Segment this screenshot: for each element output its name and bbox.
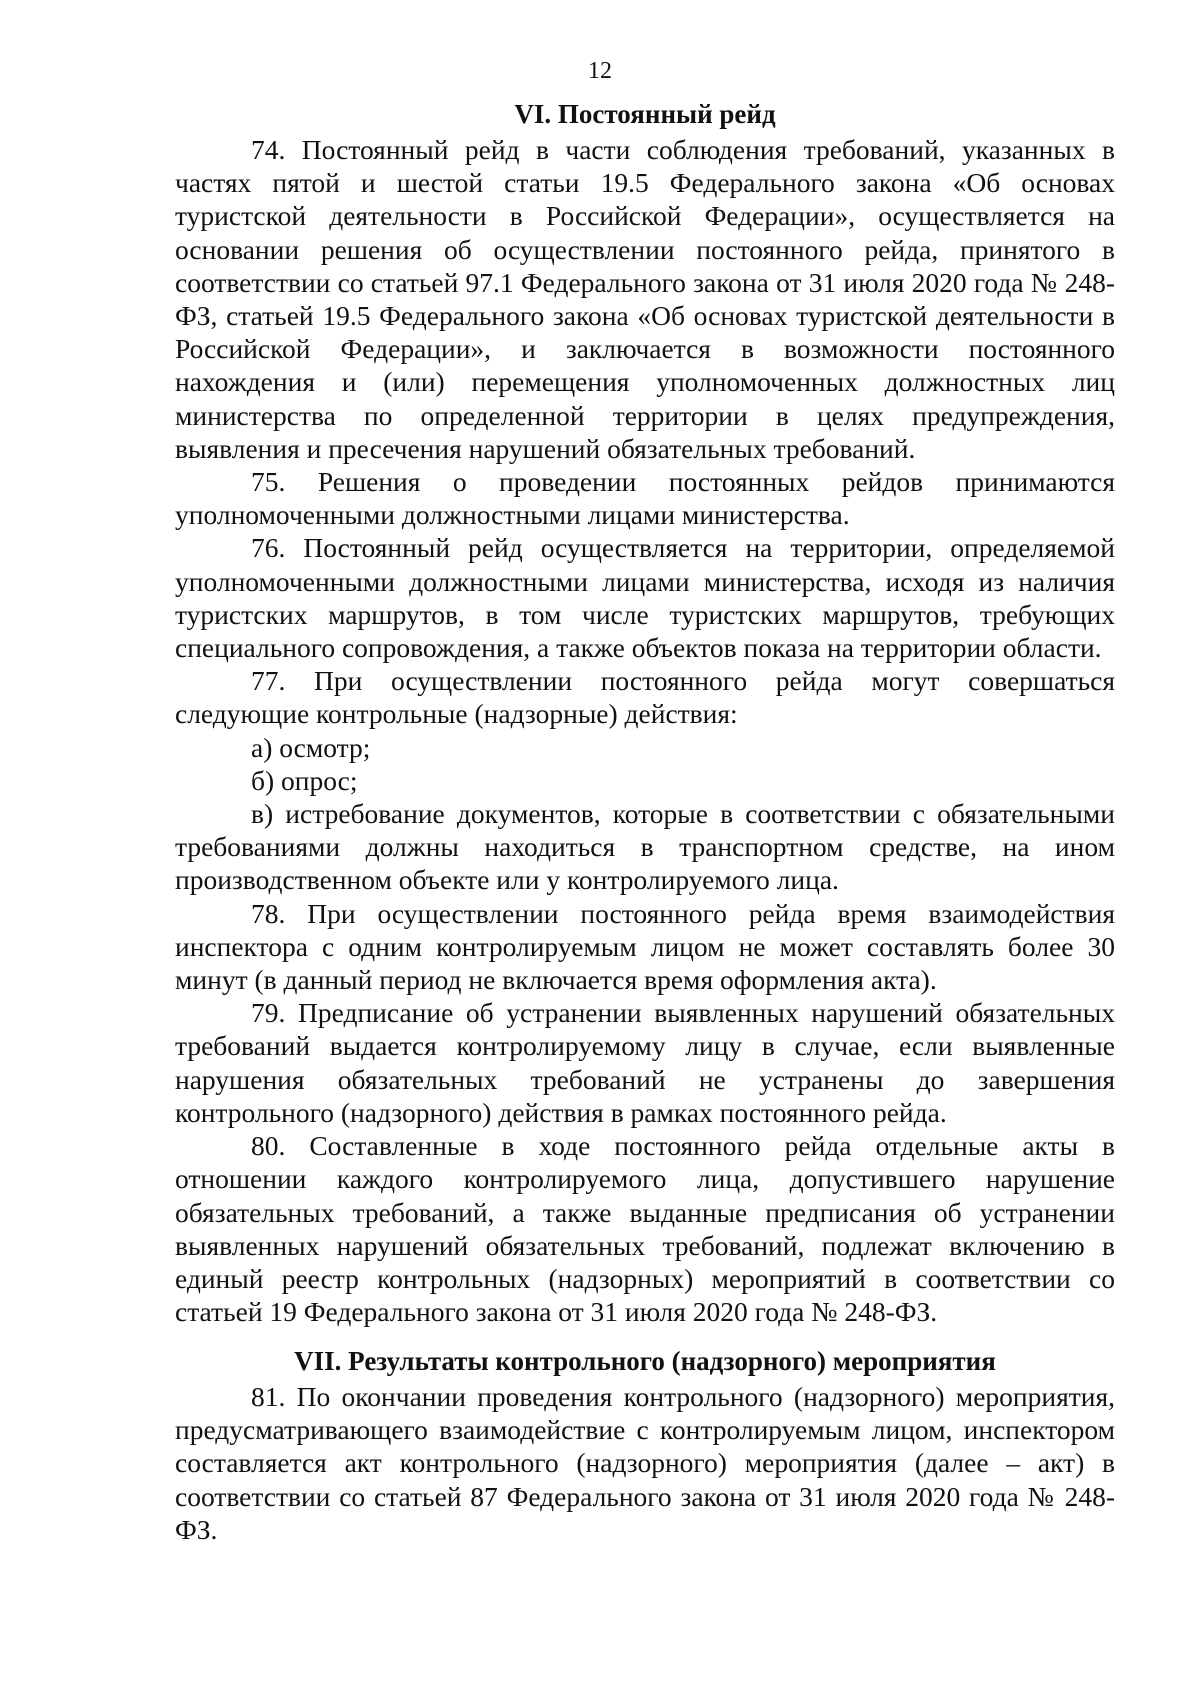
- paragraph-78: 78. При осуществлении постоянного рейда время взаимодействия инспектора с одним контролируемым лицом не может составлять более 30 минут (в данный период не включается время оформления акта).: [175, 897, 1115, 996]
- list-item-b: б) опрос;: [251, 764, 358, 796]
- paragraph-75: 75. Решения о проведении постоянных рейдов принимаются уполномоченными должностными лицами министерства.: [175, 466, 1115, 531]
- paragraph-77: 77. При осуществлении постоянного рейда могут совершаться следующие контрольные (надзорные) действия:: [175, 665, 1115, 730]
- paragraph-76: 76. Постоянный рейд осуществляется на территории, определяемой уполномоченными должностными лицами министерства, исходя из наличия туристских маршрутов, в том числе туристских маршрутов, требующих специального сопровождения, а также объектов показа на территории области.: [175, 532, 1115, 664]
- paragraph-81: 81. По окончании проведения контрольного (надзорного) мероприятия, предусматривающего взаимодействие с контролируемым лицом, инспектором составляется акт контрольного (надзорного) мероприятия (далее – акт) в соответствии со статьей 87 Федерального закона от 31 июля 2020 года № 248-ФЗ.: [175, 1381, 1115, 1545]
- page-number: 12: [588, 58, 612, 84]
- section-vii-results: [175, 1345, 1115, 1546]
- list-item-a: а) осмотр;: [251, 731, 371, 763]
- paragraph-79: 79. Предписание об устранении выявленных нарушений обязательных требований выдается контролируемому лицу в случае, если выявленные нарушения обязательных требований не устранены до завершения контрольного (надзорного) действия в рамках постоянного рейда.: [175, 997, 1115, 1128]
- paragraph-80: 80. Составленные в ходе постоянного рейда отдельные акты в отношении каждого контролируемого лица, допустившего нарушение обязательных требований, а также выданные предписания об устранении выявленных нарушений обязательных требований, подлежат включению в единый реестр контрольных (надзорных) мероприятий в соответствии со статьей 19 Федерального закона от 31 июля 2020 года № 248-ФЗ.: [175, 1130, 1115, 1328]
- section-vi-heading: VI. Постоянный рейд: [514, 99, 776, 129]
- section-vii-heading: VII. Результаты контрольного (надзорного) мероприятия: [294, 1346, 996, 1376]
- list-item-v: в) истребование документов, которые в соответствии с обязательными требованиями должны находиться в транспортном средстве, на ином производственном объекте или у контролируемого лица.: [175, 798, 1115, 896]
- paragraph-74: 74. Постоянный рейд в части соблюдения требований, указанных в частях пятой и шестой статьи 19.5 Федерального закона «Об основах туристской деятельности в Российской Федерации», осуществляется на основании решения об осуществлении постоянного рейда, принятого в соответствии со статьей 97.1 Федерального закона от 31 июля 2020 года № 248-ФЗ, статьей 19.5 Федерального закона «Об основах туристской деятельности в Российской Федерации», и заключается в возможности постоянного нахождения и (или) перемещения уполномоченных должностных лиц министерства по определенной территории в целях предупреждения, выявления и пресечения нарушений обязательных требований.: [175, 134, 1115, 464]
- section-vi-permanent-raid: [175, 98, 1115, 1328]
